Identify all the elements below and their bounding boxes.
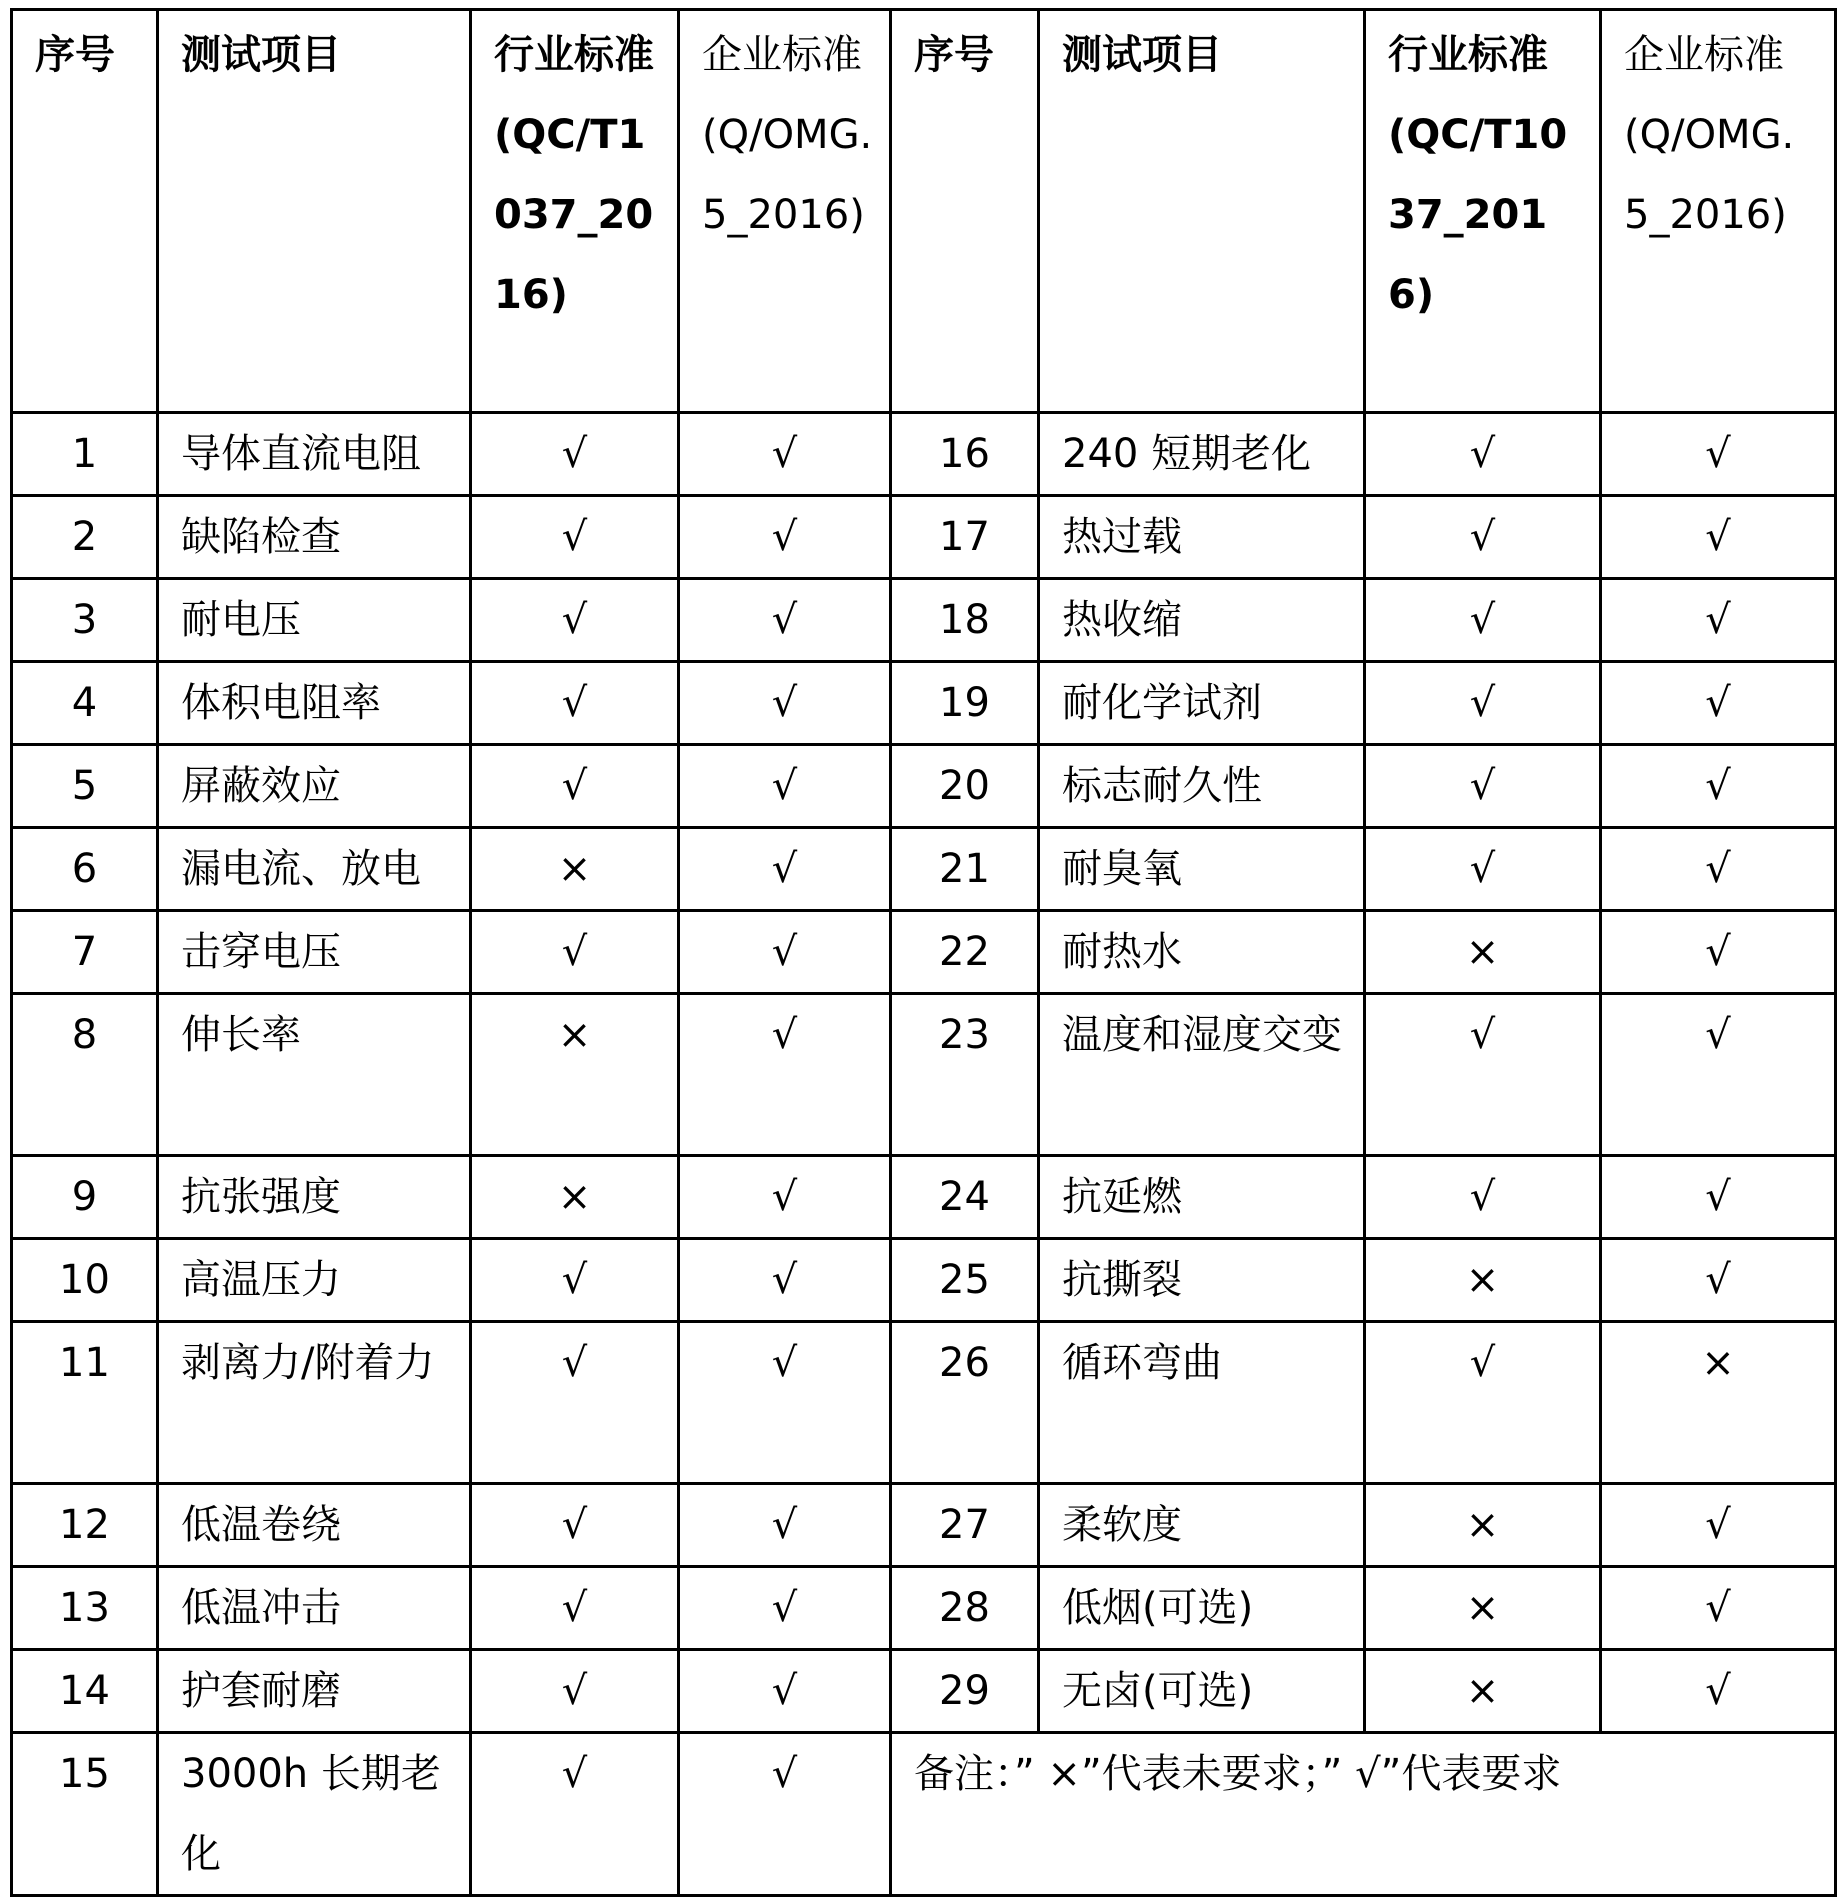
industry-mark-cell: √ <box>1365 496 1601 579</box>
item-cell: 屏蔽效应 <box>158 745 471 828</box>
item-cell: 柔软度 <box>1039 1484 1365 1567</box>
item-cell: 护套耐磨 <box>158 1650 471 1733</box>
enterprise-mark-cell: √ <box>679 745 891 828</box>
item-cell: 体积电阻率 <box>158 662 471 745</box>
item-cell: 低温卷绕 <box>158 1484 471 1567</box>
seq-cell: 19 <box>891 662 1039 745</box>
industry-mark-cell: √ <box>1365 579 1601 662</box>
seq-cell: 4 <box>12 662 158 745</box>
item-cell: 热收缩 <box>1039 579 1365 662</box>
enterprise-mark-cell: √ <box>679 1567 891 1650</box>
item-cell: 循环弯曲 <box>1039 1322 1365 1484</box>
industry-mark-cell: × <box>1365 911 1601 994</box>
industry-mark-cell: √ <box>471 579 679 662</box>
table-row <box>12 496 1836 579</box>
header-item-right: 测试项目 <box>1039 10 1365 413</box>
table-row <box>12 1239 1836 1322</box>
table-row <box>12 579 1836 662</box>
seq-cell: 29 <box>891 1650 1039 1733</box>
table-row <box>12 1156 1836 1239</box>
enterprise-mark-cell: √ <box>679 994 891 1156</box>
item-cell: 耐电压 <box>158 579 471 662</box>
item-cell: 低烟(可选) <box>1039 1567 1365 1650</box>
seq-cell: 28 <box>891 1567 1039 1650</box>
enterprise-mark-cell: √ <box>1601 413 1836 496</box>
seq-cell: 22 <box>891 911 1039 994</box>
seq-cell: 15 <box>12 1733 158 1896</box>
seq-cell: 10 <box>12 1239 158 1322</box>
table-row <box>12 1650 1836 1733</box>
enterprise-mark-cell: √ <box>679 1156 891 1239</box>
enterprise-mark-cell: √ <box>1601 745 1836 828</box>
table-row <box>12 745 1836 828</box>
table-row <box>12 1322 1836 1484</box>
item-cell: 缺陷检查 <box>158 496 471 579</box>
item-cell: 高温压力 <box>158 1239 471 1322</box>
industry-mark-cell: × <box>1365 1650 1601 1733</box>
seq-cell: 13 <box>12 1567 158 1650</box>
industry-mark-cell: × <box>1365 1567 1601 1650</box>
enterprise-mark-cell: √ <box>1601 911 1836 994</box>
industry-mark-cell: √ <box>471 496 679 579</box>
table-row <box>12 994 1836 1156</box>
seq-cell: 8 <box>12 994 158 1156</box>
enterprise-mark-cell: √ <box>1601 1484 1836 1567</box>
enterprise-mark-cell: √ <box>1601 1567 1836 1650</box>
seq-cell: 6 <box>12 828 158 911</box>
item-cell: 击穿电压 <box>158 911 471 994</box>
industry-mark-cell: × <box>1365 1239 1601 1322</box>
industry-mark-cell: × <box>471 1156 679 1239</box>
industry-mark-cell: √ <box>471 413 679 496</box>
item-cell: 热过载 <box>1039 496 1365 579</box>
enterprise-mark-cell: √ <box>679 828 891 911</box>
seq-cell: 27 <box>891 1484 1039 1567</box>
seq-cell: 7 <box>12 911 158 994</box>
item-cell: 3000h 长期老化 <box>158 1733 471 1896</box>
enterprise-mark-cell: √ <box>1601 1156 1836 1239</box>
enterprise-mark-cell: √ <box>679 911 891 994</box>
table-row <box>12 662 1836 745</box>
industry-mark-cell: √ <box>1365 413 1601 496</box>
item-cell: 温度和湿度交变 <box>1039 994 1365 1156</box>
item-cell: 耐热水 <box>1039 911 1365 994</box>
legend-note: 备注：” ×”代表未要求；” √”代表要求 <box>891 1733 1836 1896</box>
seq-cell: 5 <box>12 745 158 828</box>
enterprise-mark-cell: √ <box>679 413 891 496</box>
table-row <box>12 1484 1836 1567</box>
seq-cell: 21 <box>891 828 1039 911</box>
header-industry-standard-left: 行业标准(QC/T1037_2016) <box>471 10 679 413</box>
enterprise-mark-cell: √ <box>679 496 891 579</box>
header-seq-left: 序号 <box>12 10 158 413</box>
enterprise-mark-cell: √ <box>679 1733 891 1896</box>
industry-mark-cell: × <box>471 828 679 911</box>
header-enterprise-standard-left: 企业标准(Q/OMG.5_2016) <box>679 10 891 413</box>
item-cell: 无卤(可选) <box>1039 1650 1365 1733</box>
industry-mark-cell: √ <box>471 1484 679 1567</box>
industry-mark-cell: √ <box>1365 1322 1601 1484</box>
enterprise-mark-cell: √ <box>679 1650 891 1733</box>
industry-mark-cell: √ <box>471 1733 679 1896</box>
seq-cell: 9 <box>12 1156 158 1239</box>
seq-cell: 24 <box>891 1156 1039 1239</box>
enterprise-mark-cell: √ <box>1601 994 1836 1156</box>
industry-mark-cell: √ <box>1365 745 1601 828</box>
seq-cell: 2 <box>12 496 158 579</box>
header-enterprise-standard-right: 企业标准(Q/OMG.5_2016) <box>1601 10 1836 413</box>
enterprise-mark-cell: √ <box>679 1322 891 1484</box>
seq-cell: 16 <box>891 413 1039 496</box>
item-cell: 低温冲击 <box>158 1567 471 1650</box>
enterprise-mark-cell: √ <box>679 579 891 662</box>
item-cell: 导体直流电阻 <box>158 413 471 496</box>
industry-mark-cell: √ <box>471 1650 679 1733</box>
enterprise-mark-cell: √ <box>1601 828 1836 911</box>
table-row <box>12 1567 1836 1650</box>
industry-mark-cell: √ <box>471 1239 679 1322</box>
enterprise-mark-cell: √ <box>1601 1650 1836 1733</box>
seq-cell: 25 <box>891 1239 1039 1322</box>
item-cell: 耐化学试剂 <box>1039 662 1365 745</box>
header-item-left: 测试项目 <box>158 10 471 413</box>
enterprise-mark-cell: √ <box>1601 662 1836 745</box>
item-cell: 漏电流、放电 <box>158 828 471 911</box>
seq-cell: 20 <box>891 745 1039 828</box>
item-cell: 伸长率 <box>158 994 471 1156</box>
industry-mark-cell: √ <box>471 1322 679 1484</box>
enterprise-mark-cell: √ <box>1601 496 1836 579</box>
enterprise-mark-cell: √ <box>1601 1239 1836 1322</box>
enterprise-mark-cell: √ <box>679 1239 891 1322</box>
seq-cell: 12 <box>12 1484 158 1567</box>
seq-cell: 11 <box>12 1322 158 1484</box>
enterprise-mark-cell: √ <box>679 1484 891 1567</box>
enterprise-mark-cell: × <box>1601 1322 1836 1484</box>
industry-mark-cell: √ <box>1365 1156 1601 1239</box>
seq-cell: 23 <box>891 994 1039 1156</box>
item-cell: 剥离力/附着力 <box>158 1322 471 1484</box>
item-cell: 抗张强度 <box>158 1156 471 1239</box>
item-cell: 抗撕裂 <box>1039 1239 1365 1322</box>
industry-mark-cell: √ <box>471 662 679 745</box>
table-row <box>12 1733 1836 1896</box>
industry-mark-cell: √ <box>471 1567 679 1650</box>
header-industry-standard-right: 行业标准(QC/T1037_2016) <box>1365 10 1601 413</box>
table-row <box>12 828 1836 911</box>
standards-comparison-table <box>10 8 1837 1897</box>
industry-mark-cell: √ <box>471 745 679 828</box>
enterprise-mark-cell: √ <box>1601 579 1836 662</box>
item-cell: 标志耐久性 <box>1039 745 1365 828</box>
seq-cell: 14 <box>12 1650 158 1733</box>
industry-mark-cell: √ <box>471 911 679 994</box>
seq-cell: 26 <box>891 1322 1039 1484</box>
item-cell: 耐臭氧 <box>1039 828 1365 911</box>
seq-cell: 17 <box>891 496 1039 579</box>
table-header-row <box>12 10 1836 413</box>
seq-cell: 1 <box>12 413 158 496</box>
table-row <box>12 911 1836 994</box>
seq-cell: 18 <box>891 579 1039 662</box>
seq-cell: 3 <box>12 579 158 662</box>
table-row <box>12 413 1836 496</box>
industry-mark-cell: √ <box>1365 828 1601 911</box>
item-cell: 240 短期老化 <box>1039 413 1365 496</box>
industry-mark-cell: √ <box>1365 994 1601 1156</box>
industry-mark-cell: × <box>471 994 679 1156</box>
header-seq-right: 序号 <box>891 10 1039 413</box>
industry-mark-cell: √ <box>1365 662 1601 745</box>
item-cell: 抗延燃 <box>1039 1156 1365 1239</box>
enterprise-mark-cell: √ <box>679 662 891 745</box>
industry-mark-cell: × <box>1365 1484 1601 1567</box>
